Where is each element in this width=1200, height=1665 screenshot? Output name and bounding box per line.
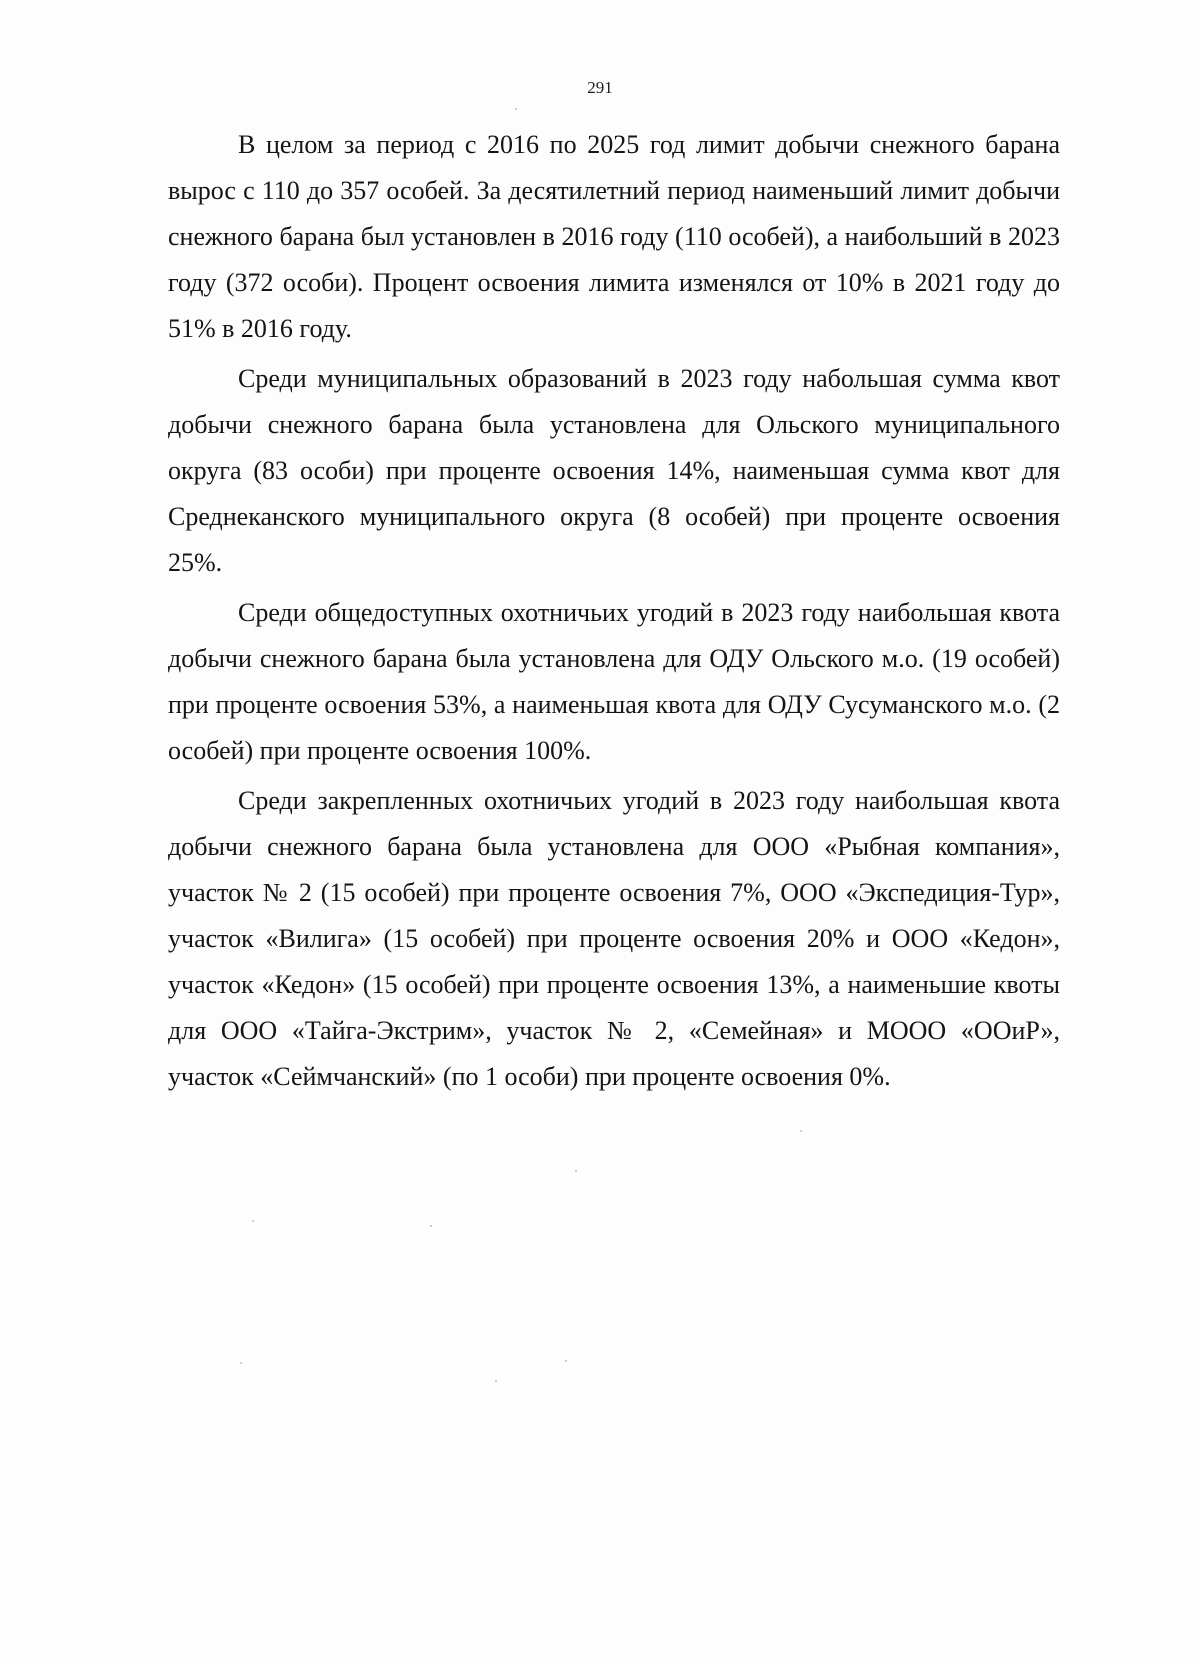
- scan-speck: [800, 1130, 802, 1132]
- page-number: 291: [587, 78, 613, 97]
- scan-speck: [575, 1170, 577, 1172]
- scan-speck: [515, 108, 517, 110]
- scan-speck: [565, 1360, 567, 1362]
- paragraph-4: Среди закрепленных охотничьих угодий в 2023 году наибольшая квота добычи снежного барана была установлена для ООО «Рыбная компания», участок № 2 (15 особей) при проценте освоения 7%, ООО «Экспедиция-Тур», участок «Вилига» (15 особей) при проценте освоения 20% и ООО «Кедон», участок «Кедон» (15 особей) при проценте освоения 13%, а наименьшие квоты для ООО «Тайга-Экстрим», участок № 2, «Семейная» и МООО «ООиР», участок «Сеймчанский» (по 1 особи) при проценте освоения 0%.: [168, 786, 1060, 1091]
- paragraph-2: Среди муниципальных образований в 2023 году набольшая сумма квот добычи снежного барана была установлена для Ольского муниципального округа (83 особи) при проценте освоения 14%, наименьшая сумма квот для Среднеканского муниципального округа (8 особей) при проценте освоения 25%.: [168, 364, 1060, 577]
- scan-speck: [252, 1220, 254, 1222]
- scan-speck: [495, 1380, 497, 1382]
- body-text: [168, 122, 1060, 1104]
- scan-speck: [430, 1225, 432, 1227]
- paragraph-3: Среди общедоступных охотничьих угодий в 2023 году наибольшая квота добычи снежного барана была установлена для ОДУ Ольского м.о. (19 особей) при проценте освоения 53%, а наименьшая квота для ОДУ Сусуманского м.о. (2 особей) при проценте освоения 100%.: [168, 598, 1060, 765]
- paragraph-1: В целом за период с 2016 по 2025 год лимит добычи снежного барана вырос с 110 до 357 особей. За десятилетний период наименьший лимит добычи снежного барана был установлен в 2016 году (110 особей), а наибольший в 2023 году (372 особи). Процент освоения лимита изменялся от 10% в 2021 году до 51% в 2016 году.: [168, 130, 1060, 343]
- scan-speck: [240, 1362, 242, 1364]
